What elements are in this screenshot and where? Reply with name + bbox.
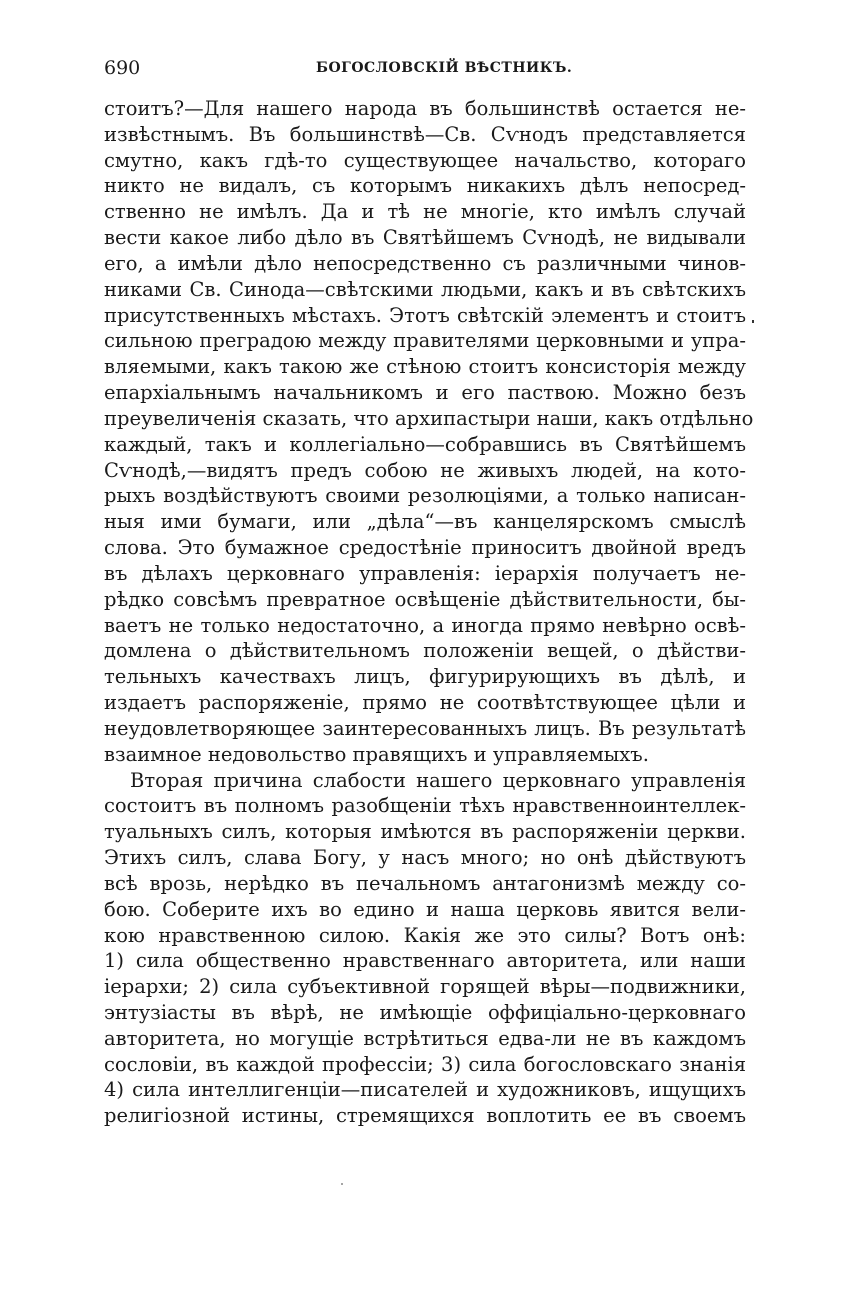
printer-dot [341, 1183, 343, 1185]
text-line: смутно, какъ гдѣ-то существующее начальство, котораго [104, 148, 746, 172]
text-line: іерархи; 2) сила субъективной горящей вѣры—подвижники, [104, 975, 746, 999]
text-line: каждый, такъ и коллегіально—собравшись въ Святѣйшемъ [104, 432, 746, 456]
text-line: туальныхъ силъ, которыя имѣются въ распоряженіи церкви. [104, 820, 746, 844]
text-line: ственно не имѣлъ. Да и тѣ не многіе, кто имѣлъ случай [104, 200, 746, 224]
text-line: домлена о дѣйствительномъ положеніи вещей, о дѣйстви- [104, 639, 746, 663]
body-text [104, 96, 754, 1129]
text-line: епархіальнымъ начальникомъ и его паствою. Можно безъ [104, 381, 746, 405]
running-head: БОГОСЛОВСКІЙ ВѢСТНИКЪ. [316, 60, 573, 76]
text-line: Этихъ силъ, слава Богу, у насъ много; но онѣ дѣйствуютъ [104, 846, 746, 870]
text-line: преувеличенія сказать, что архипастыри наши, какъ отдѣльно [104, 406, 754, 430]
text-line: состоитъ въ полномъ разобщеніи тѣхъ нравственноинтеллек- [104, 794, 746, 818]
text-line: въ дѣлахъ церковнаго управленія: іерархія получаетъ не- [104, 561, 746, 585]
text-line: 4) сила интеллигенціи—писателей и художниковъ, ищущихъ [104, 1078, 746, 1102]
paragraph-end-line: взаимное недовольство правящихъ и управляемыхъ. [104, 742, 649, 766]
text-line: извѣстнымъ. Въ большинствѣ—Св. Сѵнодъ представляется [104, 122, 746, 146]
text-line: рѣдко совсѣмъ превратное освѣщеніе дѣйствительности, бы- [104, 587, 746, 611]
margin-mark [752, 320, 754, 323]
text-line: авторитета, но могущіе встрѣтиться едва-ли не въ каждомъ [104, 1026, 746, 1050]
page-number: 690 [104, 57, 141, 79]
text-line: вести какое либо дѣло въ Святѣйшемъ Сѵнодѣ, не видывали [104, 226, 746, 250]
text-line: стоитъ?—Для нашего народа въ большинствѣ остается не- [104, 97, 746, 120]
text-line: присутственныхъ мѣстахъ. Этотъ свѣтскій элементъ и стоитъ [104, 303, 746, 327]
text-line: религіозной истины, стремящихся воплотить ее въ своемъ [104, 1104, 746, 1128]
text-line: всѣ врозь, нерѣдко въ печальномъ антагонизмѣ между со- [104, 871, 746, 895]
text-line: ваетъ не только недостаточно, а иногда прямо невѣрно освѣ- [104, 613, 746, 637]
text-line: никами Св. Синода—свѣтскими людьми, какъ и въ свѣтскихъ [104, 277, 746, 301]
text-line: сильною преградою между правителями церковными и упра- [104, 329, 746, 353]
text-line: никто не видалъ, съ которымъ никакихъ дѣлъ непосред- [104, 174, 746, 198]
text-line: вляемыми, какъ такою же стѣною стоитъ консисторія между [104, 355, 746, 379]
text-line: его, а имѣли дѣло непосредственно съ различными чинов- [104, 251, 746, 275]
text-line: неудовлетворяющее заинтересованныхъ лицъ. Въ результатѣ [104, 716, 746, 740]
text-line: энтузіасты въ вѣрѣ, не имѣющіе оффиціально-церковнаго [104, 1000, 746, 1024]
text-line: тельныхъ качествахъ лицъ, фигурирующихъ въ дѣлѣ, и [104, 665, 746, 689]
text-line: рыхъ воздѣйствуютъ своими резолюціями, а только написан- [104, 484, 746, 508]
text-line: 1) сила общественно нравственнаго авторитета, или наши [104, 949, 746, 973]
text-line: издаетъ распоряженіе, прямо не соотвѣтствующее цѣли и [104, 691, 746, 715]
text-line: Сѵнодѣ,—видятъ предъ собою не живыхъ людей, на кото- [104, 458, 746, 482]
text-line: слова. Это бумажное средостѣніе приноситъ двойной вредъ [104, 536, 746, 560]
paragraph-start-line: Вторая причина слабости нашего церковнаго управленія [130, 768, 746, 792]
text-line: бою. Соберите ихъ во едино и наша церковь явится вели- [104, 897, 746, 921]
text-line: сословіи, въ каждой профессіи; 3) сила богословскаго знанія [104, 1052, 746, 1076]
text-line: кою нравственною силою. Какія же это силы? Вотъ онѣ: [104, 923, 746, 947]
text-line: ныя ими бумаги, или „дѣла“—въ канцелярскомъ смыслѣ [104, 510, 746, 534]
